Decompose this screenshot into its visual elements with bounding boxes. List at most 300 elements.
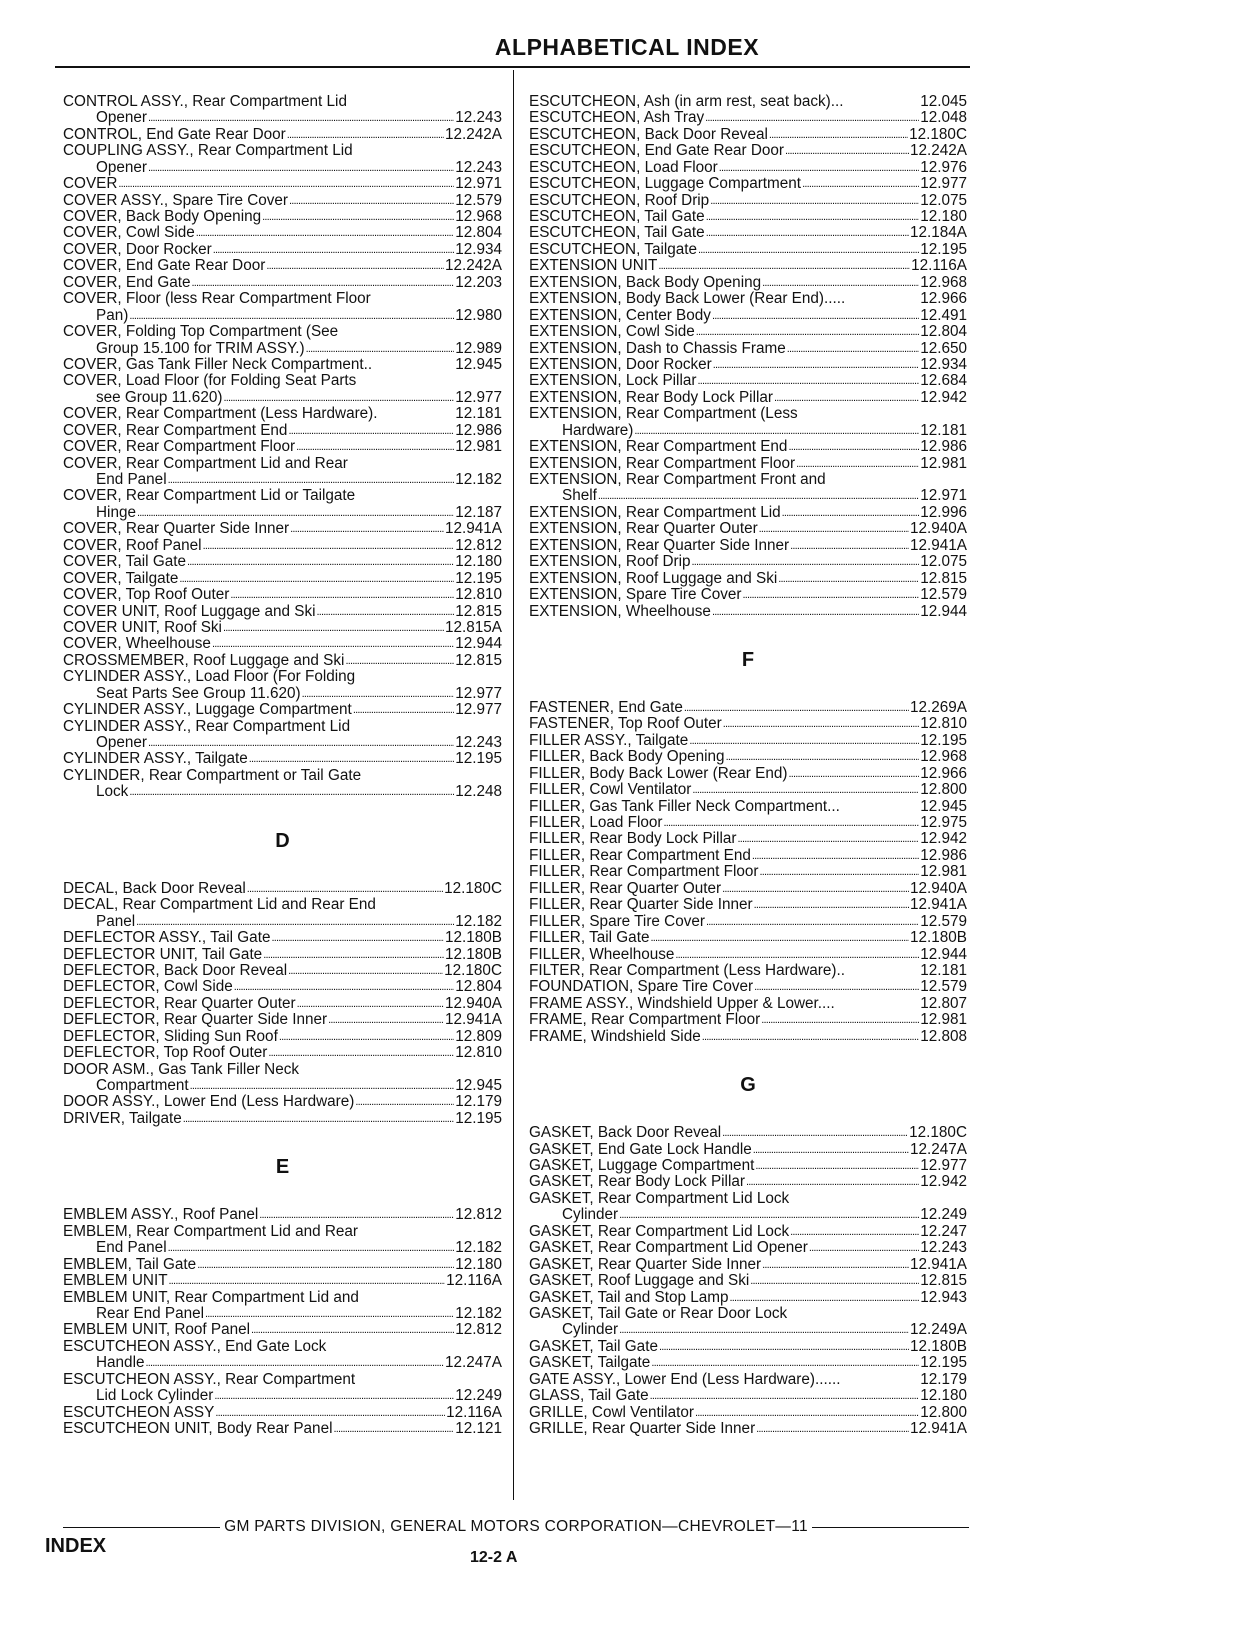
entry-line [529,1224,967,1240]
entry-text: GASKET, Tail Gate or Rear Door Lock [529,1304,788,1322]
index-entry [63,324,502,357]
entry-text: DEFLECTOR, Rear Quarter Side Inner [63,1011,328,1029]
index-entry [529,1306,967,1339]
section-heading: D [275,829,290,852]
dot-leader [249,751,454,767]
page-reference: 12.986 [920,438,967,456]
dot-leader [306,341,455,357]
entry-line [529,1273,967,1289]
entry-text: COVER, Load Floor (for Folding Seat Parts [63,372,357,390]
dot-leader [659,1339,909,1355]
entry-text: DEFLECTOR ASSY., Tail Gate [63,929,271,947]
left-column [63,94,502,1438]
entry-text: DEFLECTOR, Rear Quarter Outer [63,994,296,1012]
entry-continuation-text: Lid Lock Cylinder [96,1387,214,1405]
dot-leader [769,127,908,143]
entry-text: COVER, Tail Gate [63,553,186,571]
dot-leader [190,1078,455,1094]
entry-text: COVER, Cowl Side [63,224,195,242]
entry-line [529,209,967,225]
entry-line [529,538,967,554]
entry-line [529,127,967,143]
entry-line [529,1405,967,1421]
entry-line [529,848,967,864]
index-entry [63,1224,502,1257]
entry-line [529,439,967,455]
entry-text: DEFLECTOR, Back Door Reveal [63,961,288,979]
dot-leader [168,1240,455,1256]
entry-line [529,143,967,159]
page-reference: 12.971 [920,487,967,505]
entry-continuation-text: Opener [96,109,148,127]
entry-text: GASKET, Tailgate [529,1354,651,1372]
entry-text: FASTENER, End Gate [529,698,683,716]
dot-leader [698,242,919,258]
index-entry [529,193,967,209]
entry-text: FILLER, Gas Tank Filler Neck Compartment... [529,797,840,815]
index-entry [529,439,967,455]
page-reference: 12.800 [920,1403,967,1421]
page-reference: 12.941A [910,896,967,914]
page-reference: 12.941A [910,1255,967,1273]
page-reference: 12.812 [455,536,502,554]
dot-leader [288,963,443,979]
page-reference: 12.977 [920,175,967,193]
entry-continuation [63,1240,502,1256]
dot-leader [706,914,919,930]
index-entry [529,947,967,963]
index-entry [529,832,967,848]
entry-continuation-text: Group 15.100 for TRIM ASSY.) [96,339,305,357]
index-entry [63,554,502,570]
entry-line [63,1322,502,1338]
page-reference: 12.941A [445,1011,502,1029]
entry-line [63,324,502,340]
index-entry [63,1045,502,1061]
entry-line [529,275,967,291]
dot-leader [723,716,919,732]
index-entry [529,1339,967,1355]
dot-leader [297,996,444,1012]
entry-line [63,357,502,373]
index-entry [529,1029,967,1045]
page-reference: 12.180B [910,1337,967,1355]
entry-text: DEFLECTOR, Top Roof Outer [63,1044,268,1062]
index-entry [63,620,502,636]
entry-line [529,571,967,587]
entry-line [63,1012,502,1028]
entry-line [63,719,502,735]
entry-continuation-text: Rear End Panel [96,1304,204,1322]
section-heading: E [275,1156,290,1179]
entry-line [63,587,502,603]
dot-leader [129,784,454,800]
entry-line [63,604,502,620]
page-reference: 12.810 [920,715,967,733]
entry-line [529,1142,967,1158]
index-entry [529,733,967,749]
page-reference: 12.941A [910,536,967,554]
index-entry [63,1111,502,1127]
index-entry [529,456,967,472]
entry-text: FILLER, Back Body Opening [529,748,725,766]
dot-leader [259,1207,454,1223]
page-reference: 12.945 [455,1077,502,1095]
index-entry [63,1062,502,1095]
dot-leader [790,538,909,554]
entry-line [63,636,502,652]
dot-leader [752,848,919,864]
entry-continuation-text: Lock [96,783,129,801]
entry-line [529,799,967,815]
entry-line [63,897,502,913]
dot-leader [598,488,919,504]
index-entry [529,963,967,979]
index-entry [63,357,502,373]
index-entry [63,439,502,455]
page-reference: 12.180B [445,945,502,963]
dot-leader [355,1094,454,1110]
dot-leader [203,538,455,554]
entry-text: FRAME, Windshield Side [529,1027,701,1045]
page-reference: 12.966 [920,290,967,308]
entry-text: EMBLEM UNIT, Roof Panel [63,1321,251,1339]
entry-text: FASTENER, Top Roof Outer [529,715,722,733]
dot-leader [787,341,919,357]
page-reference: 12.181 [920,961,967,979]
page-reference: 12.116A [911,257,967,275]
entry-continuation-text: Panel [96,912,136,930]
index-entry [529,864,967,880]
page-reference: 12.195 [920,1354,967,1372]
dot-leader [788,766,919,782]
dot-leader [650,930,909,946]
index-entry [63,489,502,522]
entry-text: EXTENSION, Dash to Chassis Frame [529,339,786,357]
entry-continuation [63,472,502,488]
entry-line [529,1257,967,1273]
index-entry [63,1012,502,1028]
index-entry [529,716,967,732]
page-reference: 12.940A [910,520,967,538]
page-reference: 12.247A [910,1140,967,1158]
dot-leader [712,604,919,620]
dot-leader [726,749,920,765]
entry-line [529,782,967,798]
footer-text: GM PARTS DIVISION, GENERAL MOTORS CORPORATION—CHEVROLET—11 [224,1518,808,1535]
page-reference: 12.180C [909,125,967,143]
page-reference: 12.243 [455,158,502,176]
page-reference: 12.180B [910,929,967,947]
entry-line [529,341,967,357]
index-entry [529,930,967,946]
dot-leader [761,1012,919,1028]
index-entry [529,700,967,716]
entry-line [529,897,967,913]
index-entry [63,930,502,946]
entry-line [529,357,967,373]
index-entry [529,782,967,798]
index-entry [529,373,967,389]
page-reference: 12.243 [920,1239,967,1257]
page-reference: 12.986 [455,421,502,439]
index-entry [63,604,502,620]
entry-line [63,1207,502,1223]
dot-leader [268,1045,454,1061]
entry-text: EXTENSION, Body Back Lower (Rear End)..... [529,290,846,308]
dot-leader [290,521,444,537]
page-reference: 12.116A [446,1272,502,1290]
index-entry [529,505,967,521]
dot-leader [619,1207,919,1223]
index-entry [63,209,502,225]
entry-line [63,620,502,636]
page-reference: 12.248 [455,783,502,801]
entry-line [63,1257,502,1273]
entry-line [63,456,502,472]
page-reference: 12.195 [920,240,967,258]
page-reference: 12.815A [445,618,502,636]
entry-line [529,996,967,1012]
entry-continuation [63,1078,502,1094]
entry-text: FILLER, Load Floor [529,814,663,832]
entry-text: EXTENSION, Rear Compartment End [529,438,788,456]
entry-text: COVER UNIT, Roof Ski [63,618,222,636]
dot-leader [247,881,443,897]
index-entry [529,308,967,324]
index-entry [529,1405,967,1421]
dot-leader [756,1421,909,1437]
entry-text: FILTER, Rear Compartment (Less Hardware).. [529,961,845,979]
index-entry [63,406,502,422]
entry-line [63,193,502,209]
index-entry [529,766,967,782]
index-entry [529,749,967,765]
entry-text: DRIVER, Tailgate [63,1109,182,1127]
footer-rule-left [63,1527,220,1528]
page-reference: 12.249 [920,1206,967,1224]
entry-text: FILLER, Rear Quarter Side Inner [529,896,753,914]
entry-continuation [529,423,967,439]
entry-text: DEFLECTOR, Sliding Sun Roof [63,1027,278,1045]
page-reference: 12.195 [920,731,967,749]
dot-leader [634,423,919,439]
index-entry [63,176,502,192]
entry-line [529,94,967,110]
entry-line [529,700,967,716]
entry-continuation [63,1355,502,1371]
dot-leader [760,864,920,880]
index-entry [63,719,502,752]
entry-continuation [63,308,502,324]
dot-leader [223,390,454,406]
index-entry [63,127,502,143]
entry-text: EMBLEM ASSY., Roof Panel [63,1206,259,1224]
entry-line [63,1339,502,1355]
entry-text: COVER, Roof Panel [63,536,202,554]
entry-text: FILLER, Rear Compartment End [529,846,751,864]
entry-line [529,815,967,831]
entry-text: GASKET, Roof Luggage and Ski [529,1272,750,1290]
page-reference: 12.579 [920,912,967,930]
page-reference: 12.242A [445,257,502,275]
dot-leader [118,176,454,192]
page-reference: 12.184A [910,224,967,242]
entry-continuation [63,735,502,751]
section-heading: F [741,649,755,671]
dot-leader [719,160,919,176]
dot-leader [289,193,454,209]
entry-text: GASKET, Rear Compartment Lid Opener [529,1239,808,1257]
entry-continuation-text: Cylinder [562,1206,619,1224]
entry-continuation-text: End Panel [96,1239,167,1257]
entry-line [529,1421,967,1437]
dot-leader [192,275,455,291]
entry-line [529,947,967,963]
entry-continuation-text: End Panel [96,471,167,489]
dot-leader [762,1257,909,1273]
entry-line [63,176,502,192]
index-entry [63,373,502,406]
index-entry [63,275,502,291]
index-entry [63,521,502,537]
dot-leader [137,505,454,521]
index-entry [529,1175,967,1191]
entry-continuation-text: Shelf [562,487,597,505]
entry-text: EXTENSION UNIT [529,257,658,275]
page-reference: 12.242A [910,142,967,160]
entry-continuation-text: Compartment [96,1077,189,1095]
dot-leader [689,733,919,749]
entry-continuation-text: Cylinder [562,1321,619,1339]
entry-text: EXTENSION, Wheelhouse [529,602,711,620]
page-reference: 12.048 [920,109,967,127]
page-reference: 12.981 [920,863,967,881]
dot-leader [287,127,444,143]
page-title: ALPHABETICAL INDEX [494,34,760,60]
page-reference: 12.181 [455,405,502,423]
dot-leader [697,373,919,389]
index-entry [529,979,967,995]
dot-leader [196,225,454,241]
dot-leader [288,423,454,439]
entry-text: GASKET, Rear Compartment Lid Lock [529,1189,790,1207]
entry-text: GATE ASSY., Lower End (Less Hardware)...... [529,1370,841,1388]
entry-text: GASKET, Tail Gate [529,1337,658,1355]
index-entry [63,571,502,587]
entry-text: COVER, Rear Compartment Floor [63,438,296,456]
index-entry [529,143,967,159]
index-entry [63,1405,502,1421]
entry-line [529,587,967,603]
entry-line [529,390,967,406]
page-reference: 12.815 [920,569,967,587]
index-entry [529,472,967,505]
dot-leader [262,209,454,225]
entry-line [63,752,502,768]
entry-line [63,963,502,979]
entry-text: FOUNDATION, Spare Tire Cover [529,978,754,996]
page-reference: 12.195 [455,1109,502,1127]
entry-line [529,160,967,176]
page-reference: 12.940A [445,994,502,1012]
entry-line [529,963,967,979]
page-reference: 12.179 [455,1093,502,1111]
index-entry [529,176,967,192]
entry-continuation-text: Opener [96,734,148,752]
dot-leader [702,1029,919,1045]
entry-line [63,1224,502,1240]
page-reference: 12.249A [910,1321,967,1339]
page-reference: 12.975 [920,814,967,832]
entry-text: DEFLECTOR, Cowl Side [63,978,233,996]
entry-line [529,1372,967,1388]
entry-line [63,1372,502,1388]
entry-text: ESCUTCHEON, Tailgate [529,240,698,258]
entry-line [529,1339,967,1355]
page-reference: 12.944 [920,602,967,620]
entry-text: ESCUTCHEON ASSY., End Gate Lock [63,1337,327,1355]
entry-line [63,373,502,389]
entry-continuation-text: Hinge [96,503,136,521]
page-reference: 12.180B [445,929,502,947]
page-reference: 12.182 [455,1239,502,1257]
page-reference: 12.968 [455,208,502,226]
index-entry [529,324,967,340]
page-reference: 12.182 [455,912,502,930]
page-reference: 12.989 [455,339,502,357]
entry-text: COVER, Rear Compartment Lid and Rear [63,454,348,472]
index-entry [63,291,502,324]
entry-line [63,291,502,307]
page-reference: 12.940A [910,879,967,897]
entry-line [63,881,502,897]
index-entry [529,1191,967,1224]
dot-leader [675,947,919,963]
dot-leader [145,1355,444,1371]
dot-leader [782,505,920,521]
entry-line [529,1290,967,1306]
index-label: INDEX [45,1535,107,1557]
page-reference: 12.977 [920,1157,967,1175]
dot-leader [809,1240,919,1256]
entry-text: CYLINDER ASSY., Luggage Compartment [63,701,352,719]
index-entry [63,143,502,176]
page-reference: 12.243 [455,734,502,752]
entry-text: COUPLING ASSY., Rear Compartment Lid [63,142,353,160]
index-entry [63,94,502,127]
page-reference: 12.800 [920,781,967,799]
entry-text: ESCUTCHEON, Ash (in arm rest, seat back)... [529,92,844,110]
entry-text: EXTENSION, Roof Drip [529,553,691,571]
entry-line [529,176,967,192]
dot-leader [759,521,909,537]
entry-line [63,702,502,718]
entry-line [529,110,967,126]
entry-text: EMBLEM, Tail Gate [63,1255,197,1273]
index-entry [63,996,502,1012]
entry-text: COVER, Folding Top Compartment (See [63,323,339,341]
entry-text: GASKET, Rear Quarter Side Inner [529,1255,762,1273]
entry-text: GRILLE, Cowl Ventilator [529,1403,694,1421]
dot-leader [754,979,919,995]
entry-line [63,1405,502,1421]
page-reference: 12.579 [920,586,967,604]
index-entry [63,226,502,242]
entry-line [529,291,967,307]
entry-text: COVER, Rear Quarter Side Inner [63,520,290,538]
entry-line [63,226,502,242]
